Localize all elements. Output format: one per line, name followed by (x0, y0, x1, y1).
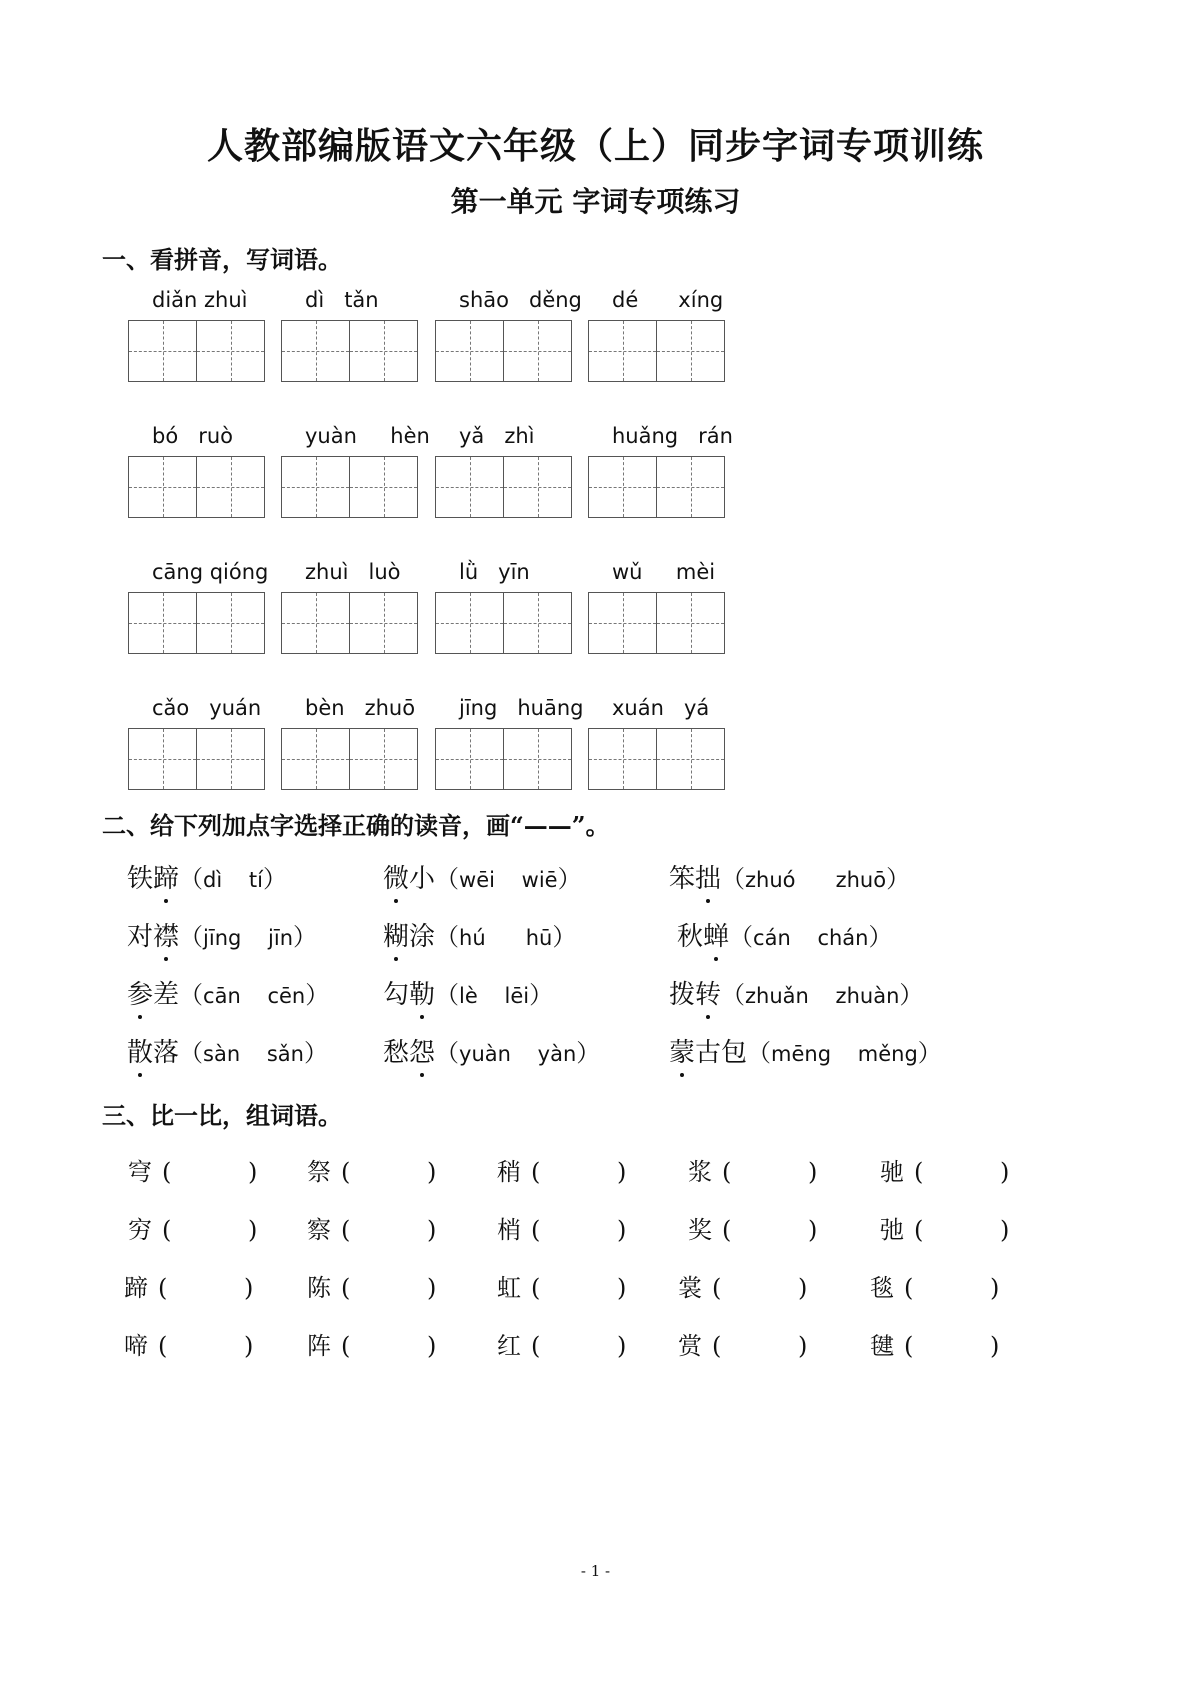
answer-blank[interactable]: ( (341, 1332, 351, 1360)
dotted-word (127, 1038, 179, 1068)
pinyin-prompt: diǎn zhuì (152, 288, 248, 312)
dotted-character: 怨 (409, 1032, 435, 1069)
pinyin-prompt: yuàn hèn (305, 424, 430, 448)
dotted-word (669, 1038, 747, 1068)
dotted-character: 蒙 (669, 1032, 695, 1069)
compare-item (870, 1268, 999, 1303)
close-paren: ) (1000, 1158, 1010, 1186)
section3-heading: 三、比一比，组词语。 (102, 1101, 342, 1130)
pinyin-options[interactable]: lè lēi (459, 984, 530, 1008)
compare-item (678, 1268, 807, 1303)
section2-heading: 二、给下列加点字选择正确的读音，画“——”。 (102, 811, 610, 840)
answer-blank[interactable]: ( (162, 1158, 172, 1186)
close-paren: ) (244, 1332, 254, 1360)
compare-character: 穹 (128, 1158, 152, 1186)
close-paren: ） (293, 923, 318, 951)
compare-item (124, 1326, 253, 1361)
document-title: 人教部编版语文六年级（上）同步字词专项训练 (206, 125, 984, 167)
compare-item (128, 1152, 257, 1187)
close-paren: ） (868, 923, 893, 951)
compare-item (880, 1152, 1009, 1187)
pinyin-prompt: shāo děng (459, 288, 582, 312)
pronunciation-item (383, 916, 576, 953)
character: 秋 (677, 922, 704, 952)
compare-character: 阵 (307, 1332, 331, 1360)
writing-cell[interactable] (656, 457, 724, 517)
answer-blank[interactable]: ( (341, 1216, 351, 1244)
compare-character: 裳 (678, 1274, 702, 1302)
pronunciation-item (677, 916, 893, 953)
answer-blank[interactable]: ( (531, 1274, 541, 1302)
writing-cell[interactable] (656, 593, 724, 653)
close-paren: ） (576, 1039, 601, 1067)
writing-grid[interactable] (588, 456, 725, 518)
compare-item (307, 1268, 436, 1303)
writing-cell[interactable] (129, 321, 196, 381)
writing-cell[interactable] (503, 729, 571, 789)
open-paren: （ (435, 923, 460, 951)
character: 包 (721, 1038, 748, 1068)
dotted-word (383, 922, 435, 952)
writing-grid[interactable] (128, 456, 265, 518)
character: 落 (153, 1038, 180, 1068)
writing-grid[interactable] (435, 456, 572, 518)
dotted-character: 散 (127, 1032, 153, 1069)
writing-cell[interactable] (196, 729, 264, 789)
compare-character: 啼 (124, 1332, 148, 1360)
writing-cell[interactable] (349, 321, 417, 381)
character: 笨 (669, 864, 696, 894)
writing-cell[interactable] (589, 321, 656, 381)
pinyin-prompt: yǎ zhì (459, 424, 535, 448)
writing-cell[interactable] (282, 729, 349, 789)
answer-blank[interactable]: ( (914, 1158, 924, 1186)
close-paren: ) (808, 1216, 818, 1244)
answer-blank[interactable]: ( (712, 1274, 722, 1302)
compare-character: 穷 (128, 1216, 152, 1244)
open-paren: （ (721, 865, 746, 893)
unit-subtitle: 第一单元 字词专项练习 (450, 185, 741, 218)
close-paren: ） (917, 1039, 942, 1067)
page-number: - 1 - (580, 1562, 611, 1580)
writing-cell[interactable] (436, 321, 503, 381)
close-paren: ） (262, 865, 287, 893)
pinyin-prompt: cǎo yuán (152, 696, 262, 720)
writing-grid[interactable] (588, 592, 725, 654)
close-paren: ) (248, 1216, 258, 1244)
pinyin-options[interactable]: zhuó zhuō (745, 868, 887, 892)
compare-item (688, 1210, 817, 1245)
compare-item (497, 1152, 626, 1187)
pinyin-prompt: bèn zhuō (305, 696, 416, 720)
open-paren: （ (179, 923, 204, 951)
writing-cell[interactable] (196, 593, 264, 653)
dotted-character: 参 (127, 974, 153, 1011)
close-paren: ) (990, 1274, 1000, 1302)
dotted-word (127, 864, 179, 894)
open-paren: （ (721, 981, 746, 1009)
dotted-character: 转 (695, 974, 721, 1011)
character: 涂 (409, 922, 436, 952)
pinyin-prompt: dé xíng (612, 288, 724, 312)
character: 拨 (669, 980, 696, 1010)
answer-blank[interactable]: ( (904, 1332, 914, 1360)
compare-character: 陈 (307, 1274, 331, 1302)
compare-item (124, 1268, 253, 1303)
dotted-character: 蹄 (153, 858, 179, 895)
close-paren: ) (990, 1332, 1000, 1360)
writing-cell[interactable] (129, 729, 196, 789)
close-paren: ) (248, 1158, 258, 1186)
dotted-word (127, 922, 179, 952)
compare-character: 毯 (870, 1274, 894, 1302)
answer-blank[interactable]: ( (531, 1158, 541, 1186)
answer-blank[interactable]: ( (722, 1216, 732, 1244)
writing-grid[interactable] (128, 592, 265, 654)
writing-cell[interactable] (129, 593, 196, 653)
writing-cell[interactable] (436, 457, 503, 517)
pinyin-options[interactable]: sàn sǎn (203, 1042, 304, 1066)
writing-grid[interactable] (281, 456, 418, 518)
compare-item (307, 1152, 436, 1187)
compare-character: 红 (497, 1332, 521, 1360)
answer-blank[interactable]: ( (712, 1332, 722, 1360)
close-paren: ) (617, 1158, 627, 1186)
writing-cell[interactable] (282, 593, 349, 653)
writing-cell[interactable] (503, 593, 571, 653)
compare-item (678, 1326, 807, 1361)
pinyin-options[interactable]: cān cēn (203, 984, 306, 1008)
close-paren: ) (798, 1332, 808, 1360)
character: 对 (127, 922, 154, 952)
writing-cell[interactable] (656, 321, 724, 381)
compare-character: 浆 (688, 1158, 712, 1186)
dotted-character: 襟 (153, 916, 179, 953)
open-paren: （ (435, 1039, 460, 1067)
pinyin-prompt: lǜ yīn (459, 560, 530, 584)
compare-item (497, 1326, 626, 1361)
answer-blank[interactable]: ( (531, 1332, 541, 1360)
dotted-character: 糊 (383, 916, 409, 953)
pinyin-prompt: wǔ mèi (612, 560, 716, 584)
compare-item (497, 1210, 626, 1245)
writing-cell[interactable] (656, 729, 724, 789)
dotted-word (669, 980, 721, 1010)
open-paren: （ (179, 981, 204, 1009)
open-paren: （ (179, 865, 204, 893)
character: 小 (409, 864, 436, 894)
writing-cell[interactable] (349, 593, 417, 653)
compare-character: 毽 (870, 1332, 894, 1360)
pinyin-options[interactable]: yuàn yàn (459, 1042, 577, 1066)
close-paren: ) (427, 1216, 437, 1244)
compare-character: 察 (307, 1216, 331, 1244)
close-paren: ) (427, 1158, 437, 1186)
writing-grid[interactable] (435, 728, 572, 790)
writing-cell[interactable] (129, 457, 196, 517)
pronunciation-item (383, 1032, 600, 1069)
writing-grid[interactable] (128, 728, 265, 790)
writing-grid[interactable] (281, 728, 418, 790)
compare-character: 驰 (880, 1158, 904, 1186)
character: 差 (153, 980, 180, 1010)
pronunciation-item (127, 1032, 328, 1069)
dotted-word (383, 864, 435, 894)
writing-cell[interactable] (349, 457, 417, 517)
compare-item (307, 1210, 436, 1245)
writing-cell[interactable] (589, 729, 656, 789)
pinyin-prompt: cāng qióng (152, 560, 269, 584)
pinyin-prompt: jīng huāng (459, 696, 584, 720)
character: 勾 (383, 980, 410, 1010)
section1-heading: 一、看拼音，写词语。 (102, 245, 342, 274)
dotted-word (383, 1038, 435, 1068)
close-paren: ） (529, 981, 554, 1009)
character: 愁 (383, 1038, 410, 1068)
answer-blank[interactable]: ( (914, 1216, 924, 1244)
dotted-word (127, 980, 179, 1010)
pronunciation-item (669, 974, 923, 1011)
compare-character: 梢 (497, 1216, 521, 1244)
compare-character: 蹄 (124, 1274, 148, 1302)
open-paren: （ (179, 1039, 204, 1067)
compare-character: 稍 (497, 1158, 521, 1186)
pinyin-options[interactable]: cán chán (753, 926, 869, 950)
pronunciation-item (383, 858, 582, 895)
pronunciation-item (383, 974, 553, 1011)
writing-grid[interactable] (128, 320, 265, 382)
answer-blank[interactable]: ( (341, 1158, 351, 1186)
answer-blank[interactable]: ( (162, 1216, 172, 1244)
pinyin-options[interactable]: wēi wiē (459, 868, 558, 892)
compare-character: 赏 (678, 1332, 702, 1360)
compare-item (128, 1210, 257, 1245)
compare-item (497, 1268, 626, 1303)
pronunciation-item (127, 916, 317, 953)
close-paren: ) (617, 1274, 627, 1302)
dotted-word (383, 980, 435, 1010)
writing-grid[interactable] (281, 320, 418, 382)
pinyin-prompt: bó ruò (152, 424, 233, 448)
open-paren: （ (747, 1039, 772, 1067)
pinyin-options[interactable]: mēng měng (771, 1042, 918, 1066)
compare-character: 祭 (307, 1158, 331, 1186)
pronunciation-item (669, 1032, 942, 1069)
compare-item (307, 1326, 436, 1361)
compare-character: 虹 (497, 1274, 521, 1302)
close-paren: ) (808, 1158, 818, 1186)
writing-cell[interactable] (436, 729, 503, 789)
compare-item (880, 1210, 1009, 1245)
answer-blank[interactable]: ( (531, 1216, 541, 1244)
writing-cell[interactable] (282, 457, 349, 517)
close-paren: ) (617, 1216, 627, 1244)
dotted-word (677, 922, 729, 952)
character: 古 (695, 1038, 722, 1068)
open-paren: （ (729, 923, 754, 951)
close-paren: ） (899, 981, 924, 1009)
writing-cell[interactable] (589, 457, 656, 517)
close-paren: ） (552, 923, 577, 951)
pronunciation-item (669, 858, 910, 895)
writing-cell[interactable] (349, 729, 417, 789)
writing-grid[interactable] (435, 320, 572, 382)
answer-blank[interactable]: ( (158, 1332, 168, 1360)
writing-cell[interactable] (589, 593, 656, 653)
answer-blank[interactable]: ( (341, 1274, 351, 1302)
pronunciation-item (127, 974, 329, 1011)
close-paren: ） (305, 981, 330, 1009)
compare-item (870, 1326, 999, 1361)
close-paren: ) (244, 1274, 254, 1302)
close-paren: ) (427, 1332, 437, 1360)
open-paren: （ (435, 865, 460, 893)
compare-item (688, 1152, 817, 1187)
close-paren: ） (557, 865, 582, 893)
dotted-word (669, 864, 721, 894)
pinyin-options[interactable]: zhuǎn zhuàn (745, 984, 900, 1008)
pinyin-prompt: zhuì luò (305, 560, 401, 584)
dotted-character: 勒 (409, 974, 435, 1011)
close-paren: ) (1000, 1216, 1010, 1244)
writing-grid[interactable] (435, 592, 572, 654)
compare-character: 奖 (688, 1216, 712, 1244)
pinyin-options[interactable]: jīng jīn (203, 926, 294, 950)
pinyin-options[interactable]: dì tí (203, 868, 263, 892)
writing-cell[interactable] (282, 321, 349, 381)
dotted-character: 拙 (695, 858, 721, 895)
close-paren: ) (427, 1274, 437, 1302)
compare-character: 弛 (880, 1216, 904, 1244)
pinyin-prompt: huǎng rán (612, 424, 733, 448)
dotted-character: 蝉 (703, 916, 729, 953)
writing-grid[interactable] (281, 592, 418, 654)
writing-cell[interactable] (196, 321, 264, 381)
pronunciation-item (127, 858, 287, 895)
answer-blank[interactable]: ( (722, 1158, 732, 1186)
pinyin-prompt: dì tǎn (305, 288, 379, 312)
answer-blank[interactable]: ( (904, 1274, 914, 1302)
open-paren: （ (435, 981, 460, 1009)
close-paren: ) (617, 1332, 627, 1360)
writing-grid[interactable] (588, 728, 725, 790)
writing-cell[interactable] (436, 593, 503, 653)
character: 铁 (127, 864, 154, 894)
pinyin-options[interactable]: hú hū (459, 926, 553, 950)
writing-cell[interactable] (196, 457, 264, 517)
close-paren: ） (886, 865, 911, 893)
dotted-character: 微 (383, 858, 409, 895)
close-paren: ) (798, 1274, 808, 1302)
pinyin-prompt: xuán yá (612, 696, 710, 720)
close-paren: ） (303, 1039, 328, 1067)
writing-grid[interactable] (588, 320, 725, 382)
answer-blank[interactable]: ( (158, 1274, 168, 1302)
writing-cell[interactable] (503, 321, 571, 381)
writing-cell[interactable] (503, 457, 571, 517)
